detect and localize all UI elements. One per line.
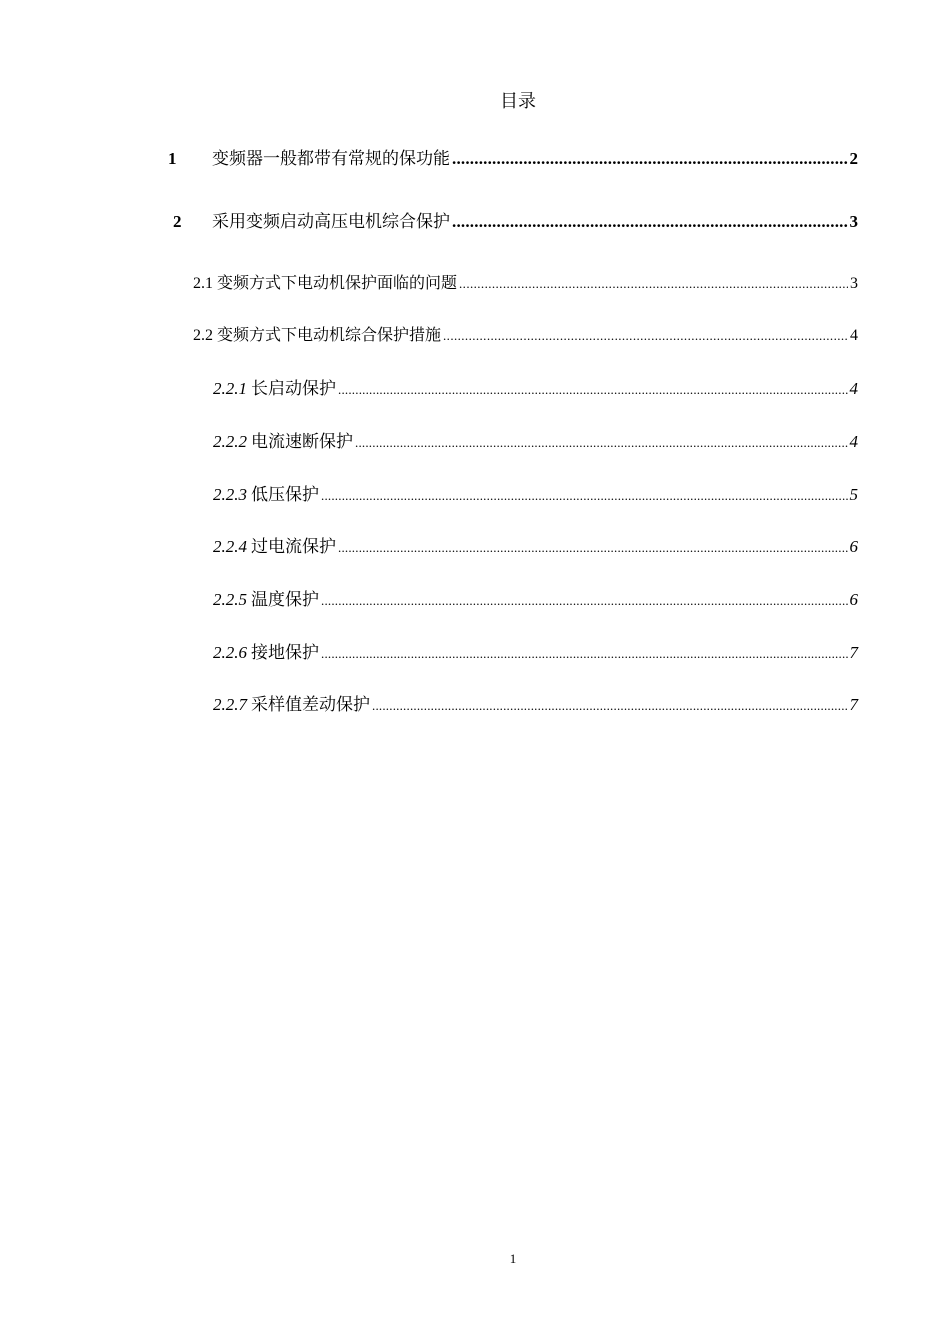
toc-entry-title: 低压保护 — [251, 485, 319, 504]
toc-entry-2-2-6[interactable] — [213, 640, 858, 666]
toc-leader-dots — [459, 271, 848, 297]
toc-entry-title: 电流速断保护 — [251, 432, 353, 451]
toc-entry-number: 2.2.5 — [213, 590, 247, 609]
toc-entry-2-1[interactable] — [193, 271, 858, 297]
toc-leader-dots — [372, 693, 848, 719]
toc-entry-number: 2.2.2 — [213, 432, 247, 451]
toc-heading: 目录 — [500, 91, 536, 111]
toc-entry-title: 接地保护 — [251, 643, 319, 662]
toc-leader-dots — [321, 641, 848, 667]
toc-leader-dots — [443, 323, 848, 349]
toc-entry-title: 变频器一般都带有常规的保功能 — [212, 149, 450, 168]
toc-entry-number: 2.1 — [193, 275, 213, 292]
toc-leader-dots — [338, 377, 848, 403]
toc-entry-2-2-1[interactable] — [213, 376, 858, 402]
toc-entry-title: 过电流保护 — [251, 537, 336, 556]
toc-entry-number: 2.2.4 — [213, 537, 247, 556]
toc-entry-title: 长启动保护 — [251, 379, 336, 398]
toc-entry-number: 2.2.1 — [213, 379, 247, 398]
toc-leader-dots — [452, 209, 848, 235]
toc-leader-dots — [321, 483, 848, 509]
toc-entry-2-2-3[interactable] — [213, 482, 858, 508]
toc-leader-dots — [321, 588, 848, 614]
toc-entry-page: 3 — [849, 212, 858, 231]
toc-entry-2[interactable] — [173, 209, 858, 235]
toc-entry-page: 5 — [849, 485, 858, 504]
toc-entry-number: 2 — [173, 212, 182, 231]
toc-entry-1[interactable] — [168, 146, 858, 172]
toc-entry-2-2-7[interactable] — [213, 692, 858, 718]
toc-entry-number: 2.2 — [193, 327, 213, 344]
toc-entry-page: 4 — [849, 432, 858, 451]
toc-entry-page: 2 — [849, 149, 858, 168]
toc-entry-number: 2.2.3 — [213, 485, 247, 504]
toc-entry-page: 6 — [849, 590, 858, 609]
toc-entry-title: 温度保护 — [251, 590, 319, 609]
toc-entry-2-2-5[interactable] — [213, 587, 858, 613]
toc-entry-page: 6 — [849, 537, 858, 556]
toc-entry-number: 1 — [168, 149, 177, 168]
toc-entry-title: 变频方式下电动机综合保护措施 — [217, 327, 442, 344]
toc-entry-2-2-2[interactable] — [213, 429, 858, 455]
toc-entry-title: 采用变频启动高压电机综合保护 — [212, 212, 450, 231]
toc-entry-2-2-4[interactable] — [213, 534, 858, 560]
toc-entry-page: 3 — [850, 275, 858, 292]
toc-entry-number: 2.2.7 — [213, 695, 247, 714]
toc-leader-dots — [355, 430, 848, 456]
toc-entry-page: 7 — [849, 643, 858, 662]
toc-entry-page: 7 — [849, 695, 858, 714]
toc-entry-number: 2.2.6 — [213, 643, 247, 662]
toc-entry-page: 4 — [849, 379, 858, 398]
toc-entry-page: 4 — [850, 327, 858, 344]
toc-entry-title: 采样值差动保护 — [251, 695, 370, 714]
toc-leader-dots — [338, 535, 848, 561]
toc-leader-dots — [452, 146, 848, 172]
toc-entry-title: 变频方式下电动机保护面临的问题 — [217, 275, 458, 292]
toc-entry-2-2[interactable] — [193, 323, 858, 349]
page-number: 1 — [509, 1251, 517, 1266]
